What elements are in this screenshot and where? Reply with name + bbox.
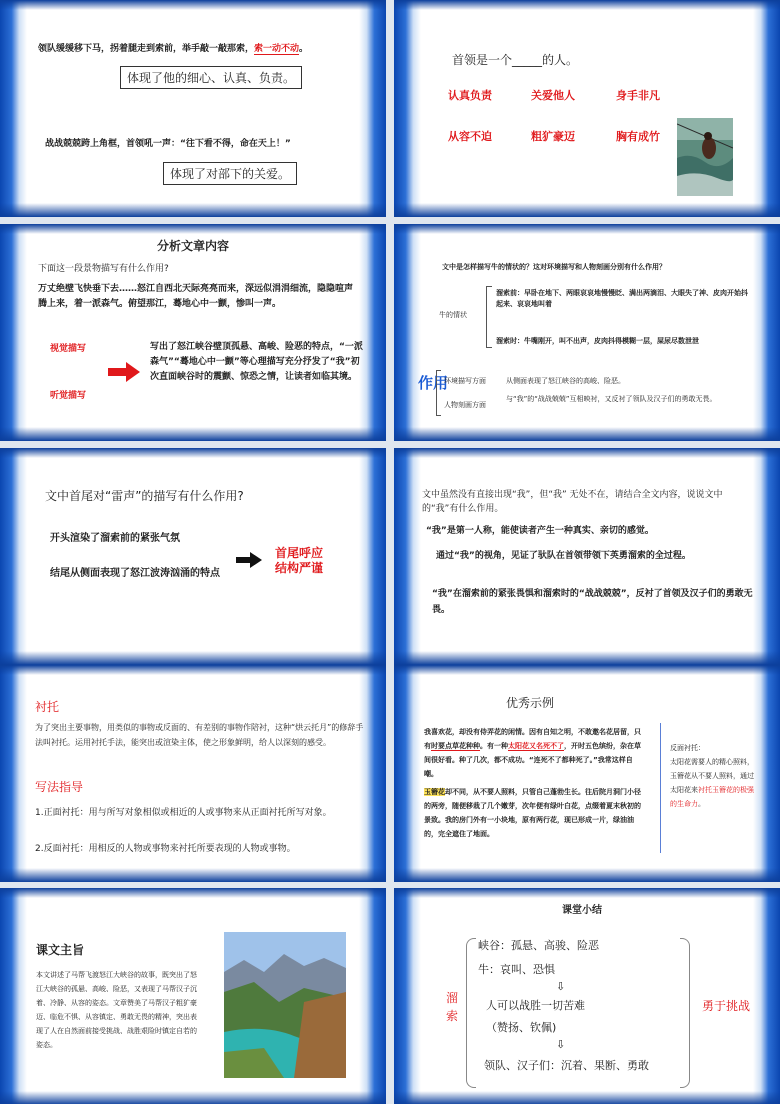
row-label: 牛的情状 bbox=[439, 311, 467, 319]
scenery-quote: 万丈绝壁飞快垂下去……怒江自西北天际亮亮而来，深远似涓涓细流，隐隐喧声腾上来，着一派森气。俯望那江，蓦地心中一颤，惨叫一声。 bbox=[38, 284, 354, 309]
down-arrow-icon: ⇩ bbox=[556, 980, 566, 993]
trait-1: 认真负责 bbox=[448, 89, 492, 102]
heading-contrast: 衬托 bbox=[35, 700, 60, 714]
label-audio: 听觉描写 bbox=[50, 391, 87, 401]
analysis-answer: 写出了怒江峡谷壁顶孤悬、高峻、险恶的特点，“一派森气”“蓦地心中一颤”等心理描写充分抒发了“我”初次直面峡谷时的震颤、惊恐之情，让读者如临其境。 bbox=[150, 342, 363, 382]
env-text: 从侧面表现了怒江峡谷的高峻、险恶。 bbox=[506, 377, 625, 385]
comment-box-2: 体现了对部下的关爱。 bbox=[163, 162, 297, 185]
summary-line-3: 人可以战胜一切苦难 bbox=[486, 999, 585, 1012]
example-para-1: 我喜欢花，却没有侍弄花的闲情。因有自知之明，不敢邀名花居留，只有时要点草花种种。有一种太阳花又名死不了，开时五色缤纷，杂在草间很好看。种了几次，都不成功。“连死不了都种死了。”我常这样自嘲。 bbox=[424, 728, 641, 778]
point-2: 结尾从侧面表现了怒江波涛汹涌的特点 bbox=[50, 568, 220, 579]
env-label: 环境描写方面 bbox=[444, 377, 486, 385]
point-2: 通过“我”的视角，见证了驮队在首领带领下英勇溜索的全过程。 bbox=[436, 551, 691, 561]
question: 文中是怎样描写牛的情状的？这对环境描写和人物刻画分别有什么作用？ bbox=[442, 263, 666, 271]
slide-title: 优秀示例 bbox=[506, 696, 555, 710]
side-text: 太阳花需要人的精心照料，玉簪花从不要人照料，通过太阳花来衬托玉簪花的极强的生命力。 bbox=[670, 758, 754, 808]
trait-5: 粗犷豪迈 bbox=[531, 130, 575, 143]
slide-4[interactable] bbox=[394, 224, 780, 441]
slide-title: 课堂小结 bbox=[562, 905, 602, 916]
label-visual: 视觉描写 bbox=[50, 344, 87, 354]
slide-6[interactable] bbox=[394, 448, 780, 665]
quote-line-1: 领队缓缓移下马，拐着腿走到索前，举手敲一敲那索，索一动不动。 bbox=[38, 44, 309, 54]
char-text: 与“我”的“战战兢兢”互相映衬，又反衬了领队及汉子们的勇敢无畏。 bbox=[506, 395, 717, 403]
brace bbox=[486, 286, 492, 348]
left-label-1: 溜 bbox=[446, 991, 459, 1005]
question: 文中虽然没有直接出现“我”，但“我” 无处不在，请结合全文内容，说说文中的“我”有什么作用。 bbox=[422, 490, 723, 514]
slide-3[interactable] bbox=[0, 224, 386, 441]
slide-title: 分析文章内容 bbox=[157, 239, 230, 253]
gorge-photo bbox=[224, 932, 346, 1078]
right-arrow-icon bbox=[236, 552, 262, 568]
down-arrow-icon: ⇩ bbox=[556, 1038, 566, 1051]
trait-3: 身手非凡 bbox=[616, 89, 660, 102]
slide-8[interactable] bbox=[394, 665, 780, 882]
summary-line-4: （赞扬、钦佩) bbox=[486, 1021, 557, 1034]
guide-item-2: 2.反面衬托：用相反的人物或事物来衬托所要表现的人物或事物。 bbox=[35, 844, 296, 854]
left-brace bbox=[466, 938, 476, 1088]
trait-4: 从容不迫 bbox=[448, 130, 492, 143]
char-label: 人物刻画方面 bbox=[444, 401, 486, 409]
effect-title: 作用 bbox=[418, 374, 449, 392]
slide-9[interactable] bbox=[0, 888, 386, 1104]
slide-2[interactable] bbox=[394, 0, 780, 217]
during-crossing: 溜索时：牛嘴刚开，叫不出声，皮肉抖得模糊一层，屎尿尽数泄泄 bbox=[496, 337, 699, 345]
trait-prompt: 首领是一个_____的人。 bbox=[452, 53, 579, 67]
right-label: 勇于挑战 bbox=[702, 999, 751, 1013]
result-line-1: 首尾呼应 bbox=[275, 546, 324, 560]
question: 下面这一段景物描写有什么作用? bbox=[38, 264, 169, 274]
result-line-2: 结构严谨 bbox=[275, 561, 324, 575]
guide-item-1: 1.正面衬托：用与所写对象相似或相近的人或事物来从正面衬托所写对象。 bbox=[35, 808, 332, 818]
slide-1[interactable] bbox=[0, 0, 386, 217]
heading-guide: 写法指导 bbox=[35, 780, 84, 794]
left-label-2: 索 bbox=[446, 1009, 459, 1023]
trait-2: 关爱他人 bbox=[531, 89, 575, 102]
divider bbox=[660, 723, 661, 853]
point-1: “我”是第一人称，能使读者产生一种真实、亲切的感觉。 bbox=[426, 526, 654, 536]
slide-10[interactable] bbox=[394, 888, 780, 1104]
summary-line-5: 领队、汉子们：沉着、果断、勇敢 bbox=[484, 1059, 649, 1072]
trait-6: 胸有成竹 bbox=[616, 130, 660, 143]
brace-2 bbox=[436, 370, 441, 416]
before-crossing: 溜索前：早卧在地下、两眼哀哀地慢慢眨、满出两滴泪、大眼失了神、皮肉开始抖起来、哀哀地叫着 bbox=[496, 289, 748, 308]
slide-7[interactable] bbox=[0, 665, 386, 882]
quote-line-2: 战战兢兢跨上角框，首领吼一声：“往下看不得，命在天上！” bbox=[45, 139, 291, 149]
point-3: “我”在溜索前的紧张畏惧和溜索时的“战战兢兢”，反衬了首领及汉子们的勇敢无畏。 bbox=[432, 589, 753, 615]
right-brace bbox=[680, 938, 690, 1088]
slide-5[interactable] bbox=[0, 448, 386, 665]
river-crossing-photo bbox=[677, 118, 733, 196]
theme-text: 本文讲述了马帮飞渡怒江大峡谷的故事，既突出了怒江大峡谷的孤悬、高峻、险恶，又表现了马帮汉子沉着、冷静、从容的姿态。文章赞美了马帮汉子粗犷豪迈、临危不惧、从容镇定、勇敢无畏的精神，突出表现了人在自然面前接受挑战、战胜艰险时镇定自若的姿态。 bbox=[36, 971, 197, 1049]
point-1: 开头渲染了溜索前的紧张气氛 bbox=[50, 533, 180, 544]
summary-line-1: 峡谷：孤悬、高骏、险恶 bbox=[478, 939, 599, 952]
question: 文中首尾对“雷声”的描写有什么作用? bbox=[45, 489, 244, 503]
right-arrow-icon bbox=[108, 362, 140, 382]
side-title: 反面衬托： bbox=[670, 744, 705, 752]
comment-box-1: 体现了他的细心、认真、负责。 bbox=[120, 66, 302, 89]
summary-line-2: 牛：哀叫、恐惧 bbox=[478, 963, 555, 976]
theme-heading: 课文主旨 bbox=[36, 943, 85, 957]
example-para-2: 玉簪花却不同，从不要人照料，只管自己蓬勃生长。往后院月洞门小径的两旁，随便移栽了几个嫩芽，次年便有绿叶白花，点缀着夏末秋初的景致。我的房门外有一小块地，原有两行花，现已形成一片，绿油油的，完全遮住了地面。 bbox=[424, 788, 641, 838]
definition: 为了突出主要事物，用类似的事物或反面的、有差别的事物作陪衬，这种“烘云托月”的修辞手法叫衬托。运用衬托手法，能突出或渲染主体，使之形象鲜明，给人以深刻的感受。 bbox=[35, 723, 364, 747]
